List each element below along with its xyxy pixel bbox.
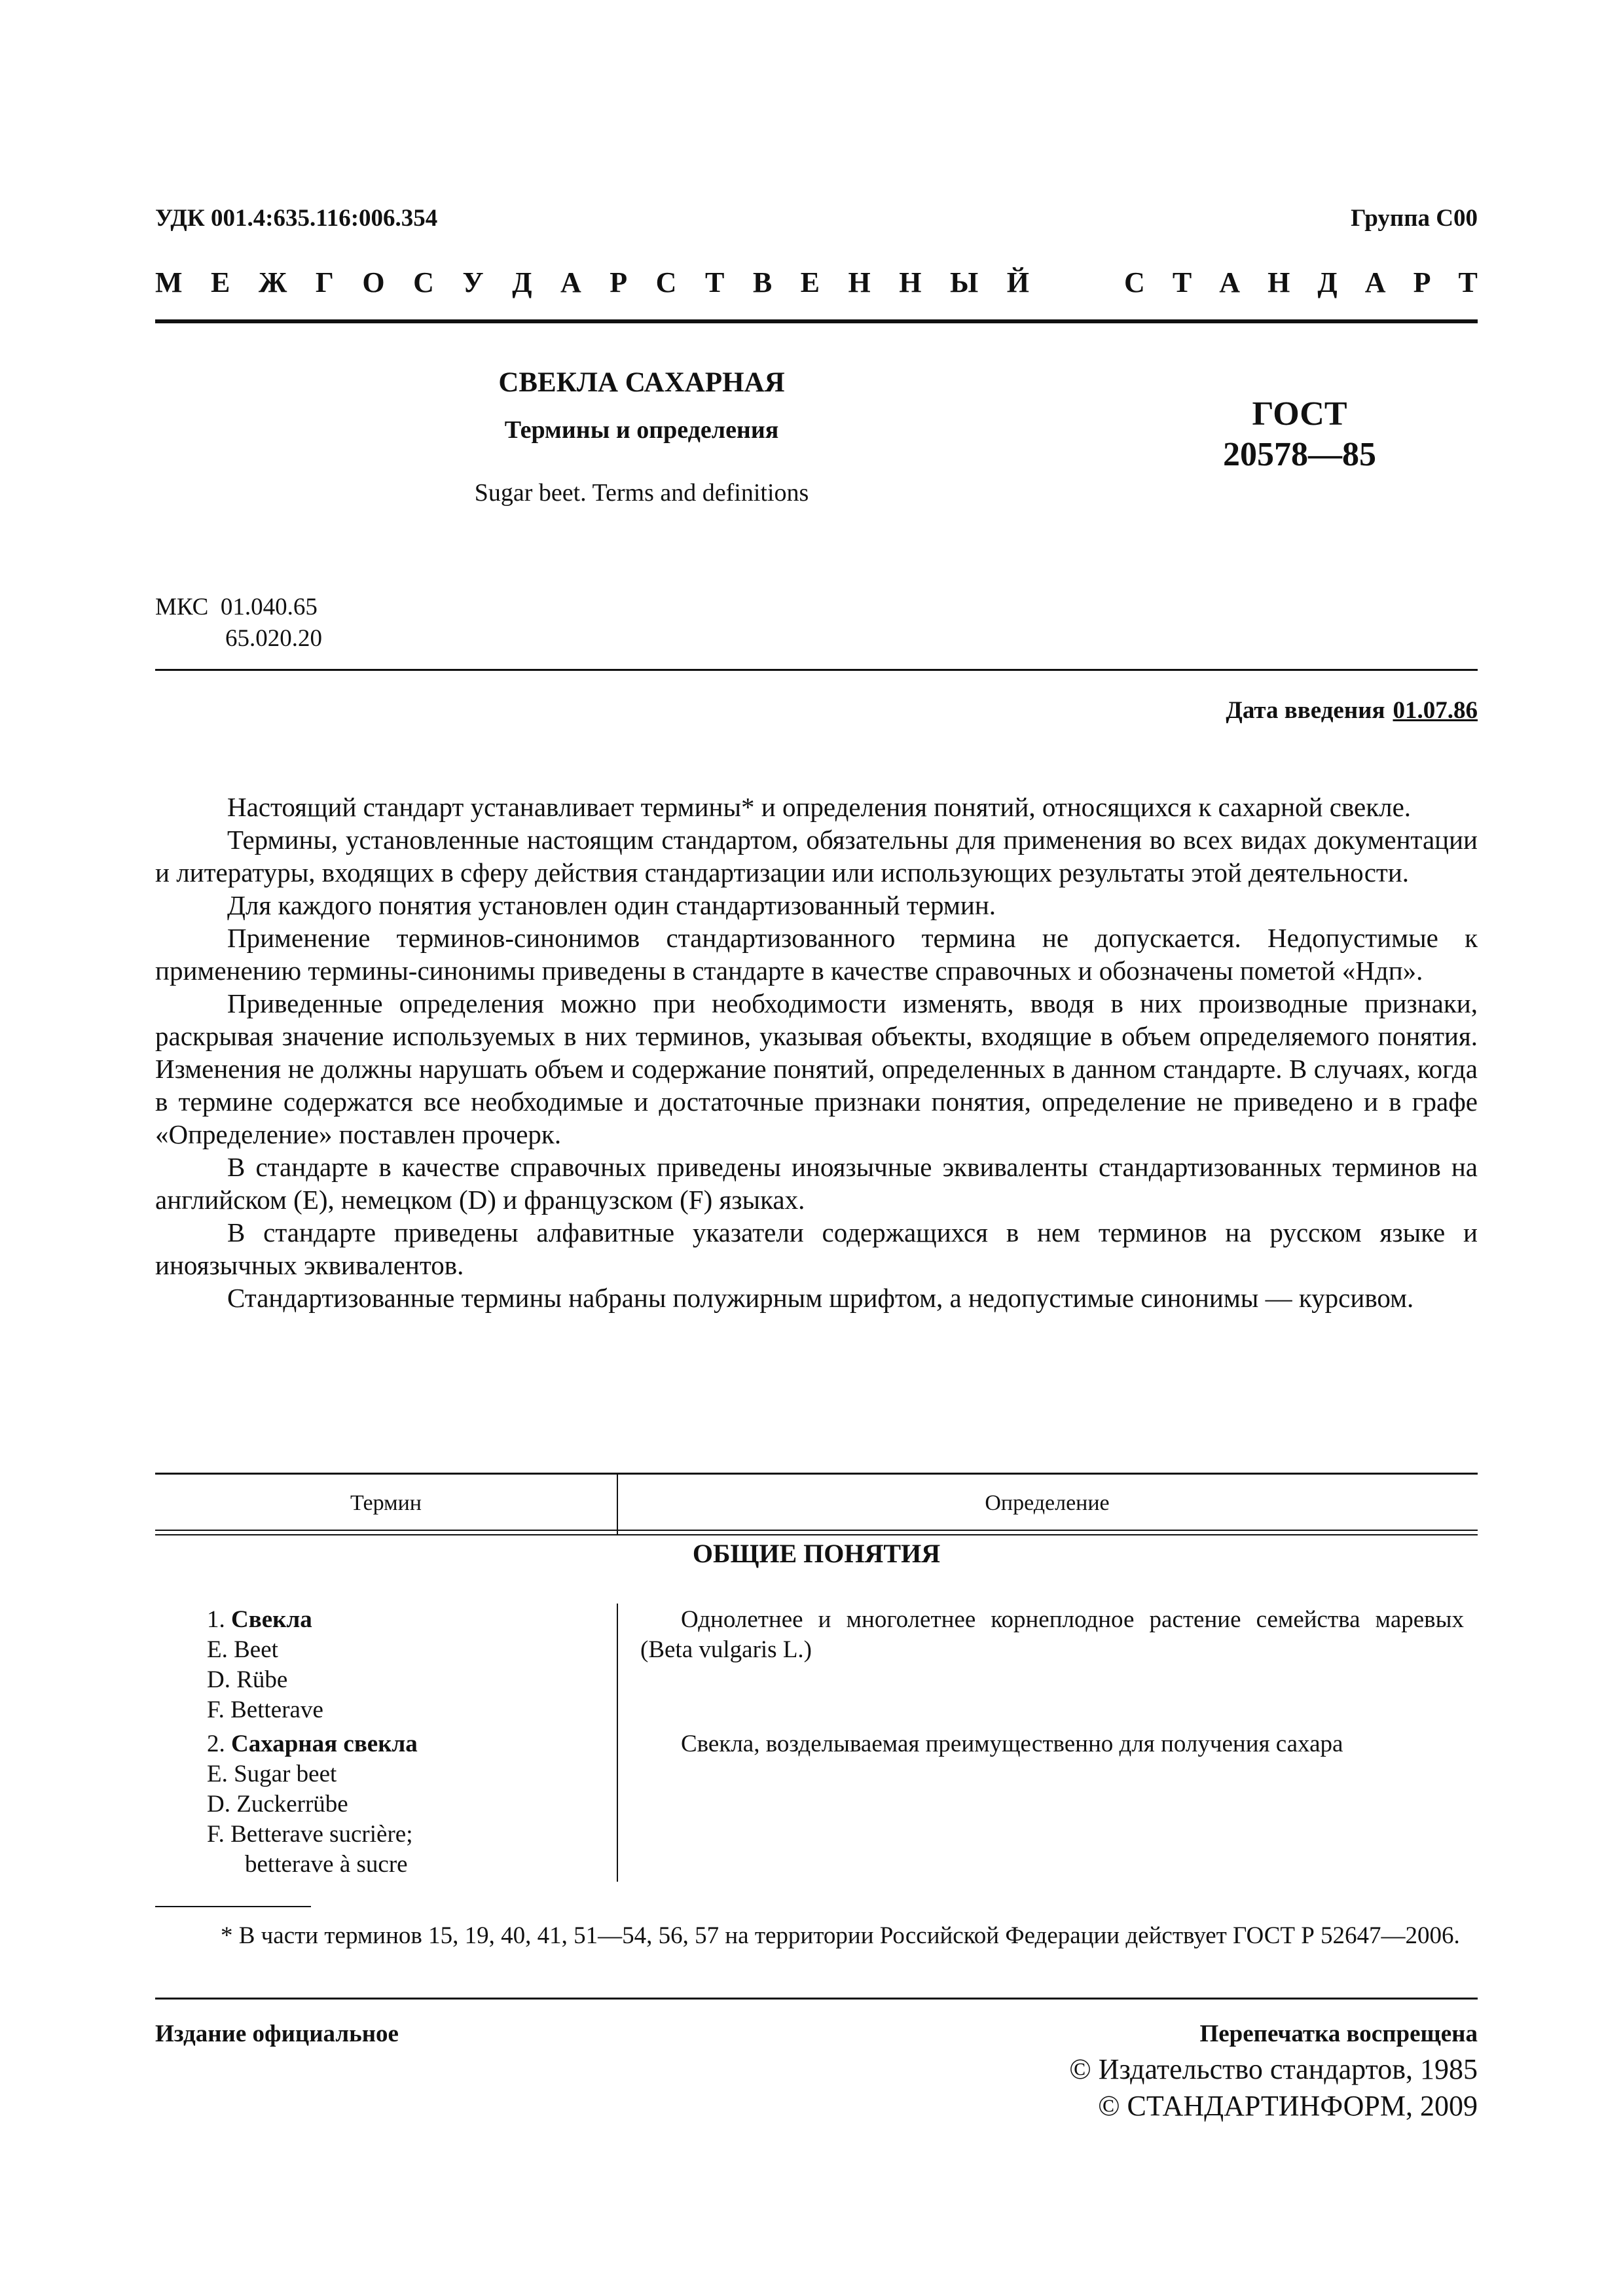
document-title: СВЕКЛА САХАРНАЯ xyxy=(498,367,785,398)
udk-code: УДК 001.4:635.116:006.354 xyxy=(155,205,438,232)
term-name: Сахарная свекла xyxy=(231,1731,418,1757)
mks-code-2: 65.020.20 xyxy=(225,625,322,652)
term-german: D. Rübe xyxy=(207,1666,288,1693)
document-subtitle: Термины и определения xyxy=(504,416,779,444)
term-french-alt: betterave à sucre xyxy=(245,1851,408,1878)
banner-letter: Р xyxy=(610,266,628,298)
footer-rule xyxy=(155,1998,1478,2000)
term-entry-1 xyxy=(207,1605,323,1725)
mks-codes xyxy=(155,592,322,655)
gost-code: 20578—85 xyxy=(1223,436,1376,473)
banner-letter: В xyxy=(752,266,773,298)
edition-label: Издание официальное xyxy=(155,2020,399,2047)
footnote-text: * В части терминов 15, 19, 40, 41, 51—54, 56, 57 на территории Российской Федерации действует ГОСТ Р 52647—2006. xyxy=(221,1922,1460,1949)
banner-letter: Т xyxy=(1458,266,1478,298)
banner-letter: Н xyxy=(1267,266,1290,298)
banner-letter: О xyxy=(362,266,385,298)
mks-code-1: 01.040.65 xyxy=(220,594,318,620)
banner-letter: Н xyxy=(848,266,871,298)
banner-letter: С xyxy=(413,266,434,298)
definition-text: Однолетнее и многолетнее корнеплодное растение семейства маревых (Beta vulgaris L.) xyxy=(640,1606,1464,1663)
gost-number xyxy=(1165,394,1434,475)
table-header-rule-1 xyxy=(155,1530,1478,1531)
banner-letter: Д xyxy=(512,266,532,298)
title-block xyxy=(419,367,864,507)
banner-letter: А xyxy=(1364,266,1386,298)
table-header xyxy=(155,1474,1478,1532)
gost-label: ГОСТ xyxy=(1252,395,1347,433)
header-rule xyxy=(155,319,1478,323)
term-number: 2. xyxy=(207,1731,225,1757)
banner-word-standard xyxy=(1124,266,1478,299)
banner-letter: Ж xyxy=(258,266,287,298)
intro-paragraph: Термины, установленные настоящим стандартом, обязательны для применения во всех видах документации и литературы, входящих в сферу действия стандартизации или использующих результаты этой деятельности. xyxy=(155,825,1478,888)
footnote-rule xyxy=(155,1906,311,1907)
banner-letter: Т xyxy=(704,266,725,298)
term-name: Свекла xyxy=(231,1606,312,1633)
mks-label: МКС xyxy=(155,594,209,620)
banner-letter: Н xyxy=(899,266,922,298)
intro-paragraph: Настоящий стандарт устанавливает термины* и определения понятий, относящихся к сахарной свекле. xyxy=(227,792,1412,822)
definition-1 xyxy=(640,1605,1464,1665)
definition-2 xyxy=(640,1729,1464,1759)
intro-paragraph: Применение терминов-синонимов стандартизованного термина не допускается. Недопустимые к применению термины-синонимы приведены в стандарте в качестве справочных и обозначены пометой «Ндп». xyxy=(155,923,1478,986)
date-value: 01.07.86 xyxy=(1393,697,1478,724)
term-english: E. Sugar beet xyxy=(207,1761,337,1787)
term-german: D. Zuckerrübe xyxy=(207,1791,348,1818)
date-label: Дата введения xyxy=(1226,697,1385,724)
copyright-1985: © Издательство стандартов, 1985 xyxy=(1069,2053,1478,2085)
banner-letter: М xyxy=(155,266,183,298)
body-divider xyxy=(617,1604,618,1882)
banner-letter: А xyxy=(1219,266,1241,298)
intro-text xyxy=(155,791,1478,1314)
column-header-term: Термин xyxy=(350,1491,422,1515)
term-french: F. Betterave xyxy=(207,1696,323,1723)
banner-letter: У xyxy=(462,266,484,298)
banner-letter: Р xyxy=(1413,266,1431,298)
table-header-rule-2 xyxy=(155,1534,1478,1535)
banner-word-interstate xyxy=(155,266,1029,299)
mks-rule xyxy=(155,669,1478,671)
banner-letter: Й xyxy=(1006,266,1029,298)
copyright-2009: © СТАНДАРТИНФОРМ, 2009 xyxy=(1098,2090,1478,2122)
banner-letter: Ы xyxy=(950,266,979,298)
term-number: 1. xyxy=(207,1606,225,1633)
reprint-notice: Перепечатка воспрещена xyxy=(1199,2020,1478,2047)
column-header-definition: Определение xyxy=(985,1491,1110,1515)
term-entry-2 xyxy=(207,1729,418,1880)
intro-paragraph: В стандарте приведены алфавитные указатели содержащихся в нем терминов на русском языке и иноязычных эквивалентов. xyxy=(155,1217,1478,1280)
copyright-block xyxy=(1069,2051,1478,2125)
intro-paragraph: В стандарте в качестве справочных приведены иноязычные эквиваленты стандартизованных терминов на английском (E), немецком (D) и французском (F) языках. xyxy=(155,1152,1478,1215)
header-divider xyxy=(617,1474,618,1534)
banner-letter: Е xyxy=(800,266,820,298)
intro-paragraph: Стандартизованные термины набраны полужирным шрифтом, а недопустимые синонимы — курсивом. xyxy=(227,1283,1414,1313)
standard-banner xyxy=(155,266,1478,299)
banner-letter: Т xyxy=(1172,266,1192,298)
intro-paragraph: Приведенные определения можно при необходимости изменять, вводя в них производные признаки, раскрывая значение используемых в них терминов, указывая объекты, входящие в объем определяемого понятия. Изменения не должны нарушать объем и содержание понятий, определенных в данном стандарте. В случаях, когда в термине содержатся все необходимые и достаточные признаки понятия, определение не приведено и в графе «Определение» поставлен прочерк. xyxy=(155,988,1478,1149)
banner-letter: Е xyxy=(211,266,230,298)
term-english: E. Beet xyxy=(207,1636,278,1663)
banner-letter: Г xyxy=(315,266,334,298)
banner-letter: А xyxy=(560,266,581,298)
definition-text: Свекла, возделываемая преимущественно для получения сахара xyxy=(681,1731,1343,1757)
intro-paragraph: Для каждого понятия установлен один стандартизованный термин. xyxy=(227,890,996,920)
banner-letter: Д xyxy=(1317,266,1338,298)
document-title-english: Sugar beet. Terms and definitions xyxy=(474,479,809,507)
section-title: ОБЩИЕ ПОНЯТИЯ xyxy=(692,1539,941,1568)
introduction-date xyxy=(1226,696,1478,725)
footnote xyxy=(155,1920,1478,1952)
banner-letter: С xyxy=(1124,266,1145,298)
term-french: F. Betterave sucrière; xyxy=(207,1821,413,1848)
group-code: Группа С00 xyxy=(1351,205,1478,232)
banner-letter: С xyxy=(655,266,677,298)
